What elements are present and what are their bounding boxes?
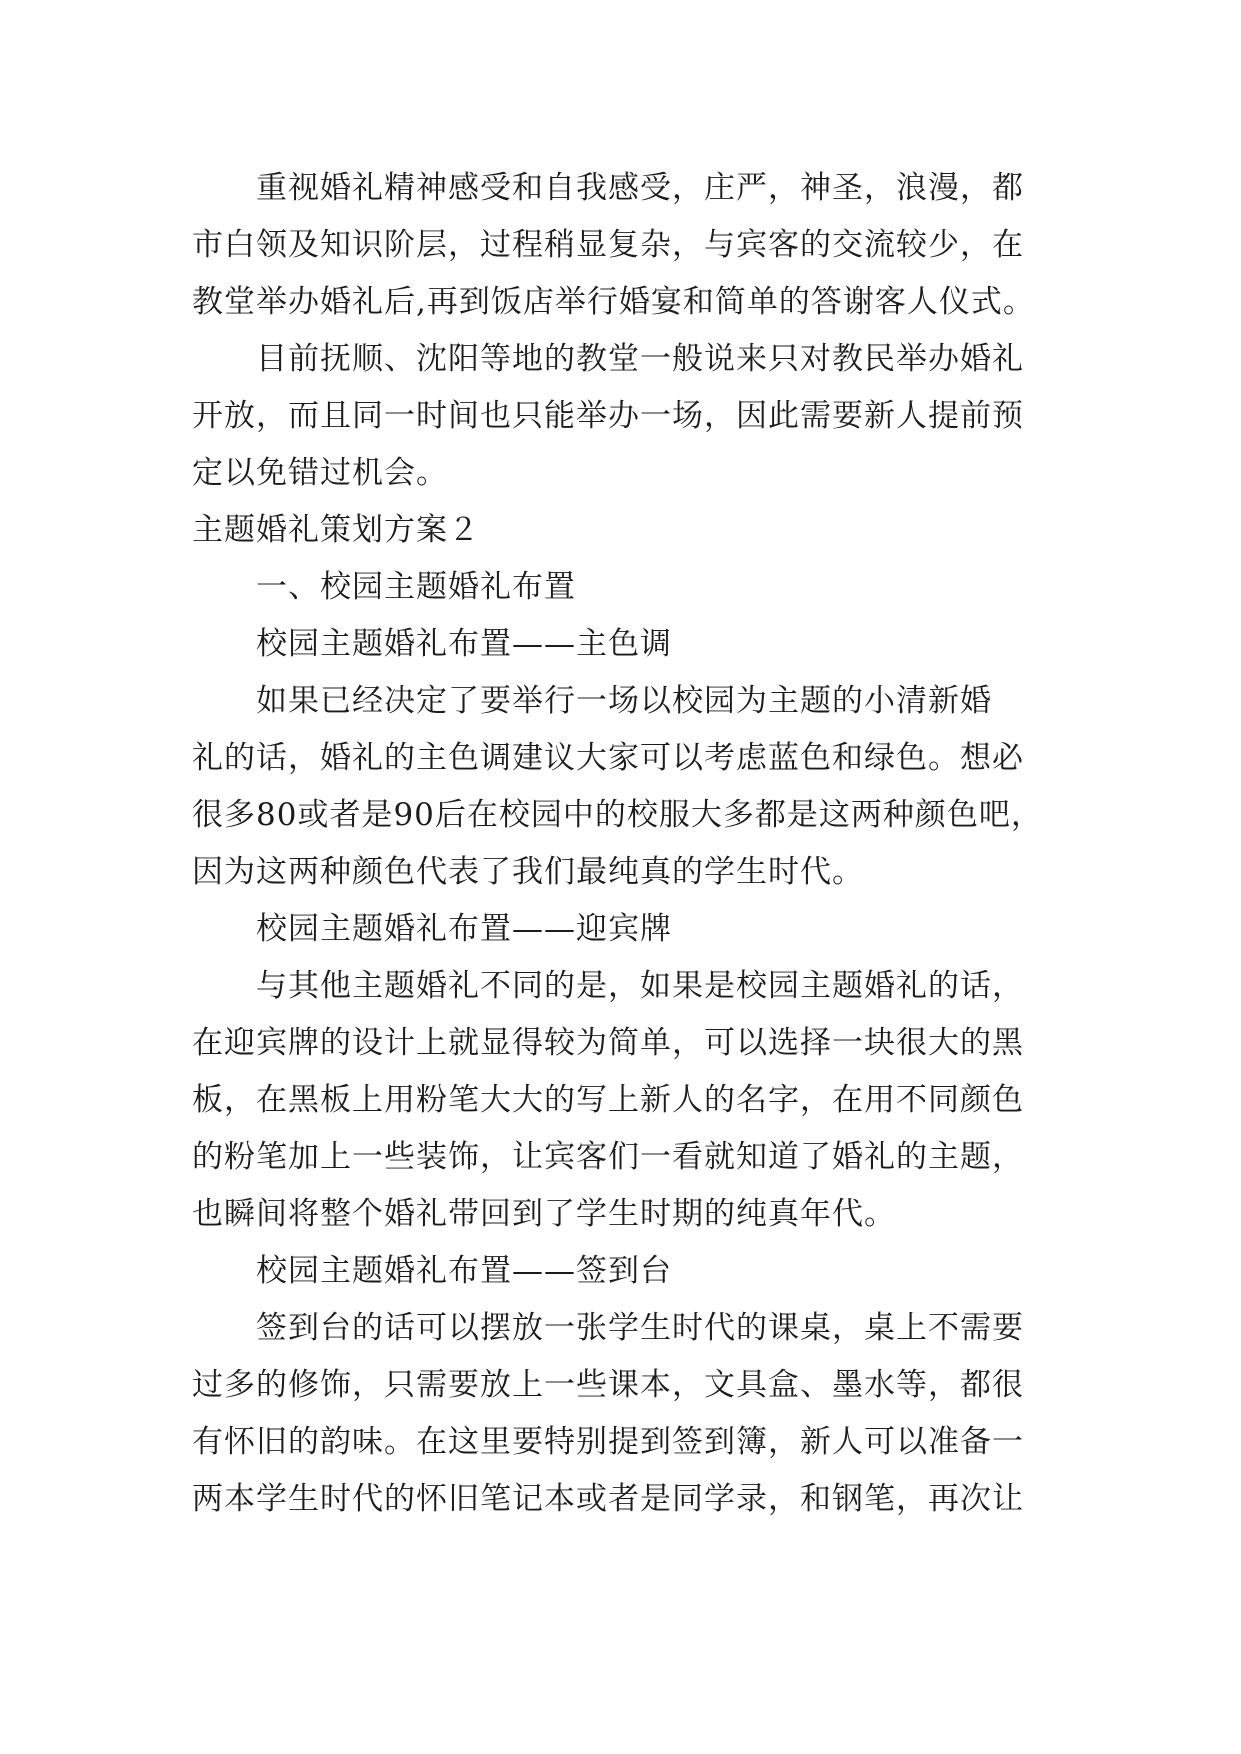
paragraph-2-line-3: 定以免错过机会。 bbox=[192, 455, 448, 491]
paragraph-sign-line-1: 与其他主题婚礼不同的是，如果是校园主题婚礼的话， bbox=[256, 968, 1024, 1004]
paragraph-1-line-1: 重视婚礼精神感受和自我感受，庄严，神圣，浪漫，都 bbox=[256, 170, 1024, 206]
paragraph-desk-line-1: 签到台的话可以摆放一张学生时代的课桌，桌上不需要 bbox=[256, 1310, 1024, 1346]
subsection-title: 一、校园主题婚礼布置 bbox=[256, 569, 576, 605]
paragraph-color-line-3: 很多80或者是90后在校园中的校服大多都是这两种颜色吧， bbox=[192, 797, 1043, 833]
paragraph-color-line-1: 如果已经决定了要举行一场以校园为主题的小清新婚 bbox=[256, 683, 992, 719]
paragraph-2-line-2: 开放，而且同一时间也只能举办一场，因此需要新人提前预 bbox=[192, 398, 1024, 434]
paragraph-2-line-1: 目前抚顺、沈阳等地的教堂一般说来只对教民举办婚礼 bbox=[256, 341, 1024, 377]
paragraph-sign-line-3: 板，在黑板上用粉笔大大的写上新人的名字，在用不同颜色 bbox=[192, 1082, 1024, 1118]
paragraph-color-line-4: 因为这两种颜色代表了我们最纯真的学生时代。 bbox=[192, 854, 864, 890]
paragraph-sign-line-5: 也瞬间将整个婚礼带回到了学生时期的纯真年代。 bbox=[192, 1196, 896, 1232]
paragraph-desk-line-4: 两本学生时代的怀旧笔记本或者是同学录，和钢笔，再次让 bbox=[192, 1481, 1024, 1517]
paragraph-1-line-2: 市白领及知识阶层，过程稍显复杂，与宾客的交流较少，在 bbox=[192, 227, 1024, 263]
paragraph-color-line-2: 礼的话，婚礼的主色调建议大家可以考虑蓝色和绿色。想必 bbox=[192, 740, 1024, 776]
paragraph-desk-line-2: 过多的修饰，只需要放上一些课本，文具盒、墨水等，都很 bbox=[192, 1367, 1024, 1403]
paragraph-sign-line-2: 在迎宾牌的设计上就显得较为简单，可以选择一块很大的黑 bbox=[192, 1025, 1024, 1061]
heading-main-color: 校园主题婚礼布置——主色调 bbox=[256, 626, 672, 662]
paragraph-1-line-3: 教堂举办婚礼后,再到饭店举行婚宴和简单的答谢客人仪式。 bbox=[192, 284, 1035, 320]
heading-welcome-sign: 校园主题婚礼布置——迎宾牌 bbox=[256, 911, 672, 947]
paragraph-sign-line-4: 的粉笔加上一些装饰，让宾客们一看就知道了婚礼的主题， bbox=[192, 1139, 1024, 1175]
section-title: 主题婚礼策划方案２ bbox=[192, 512, 480, 548]
paragraph-desk-line-3: 有怀旧的韵味。在这里要特别提到签到簿，新人可以准备一 bbox=[192, 1424, 1024, 1460]
heading-sign-in-desk: 校园主题婚礼布置——签到台 bbox=[256, 1253, 672, 1289]
